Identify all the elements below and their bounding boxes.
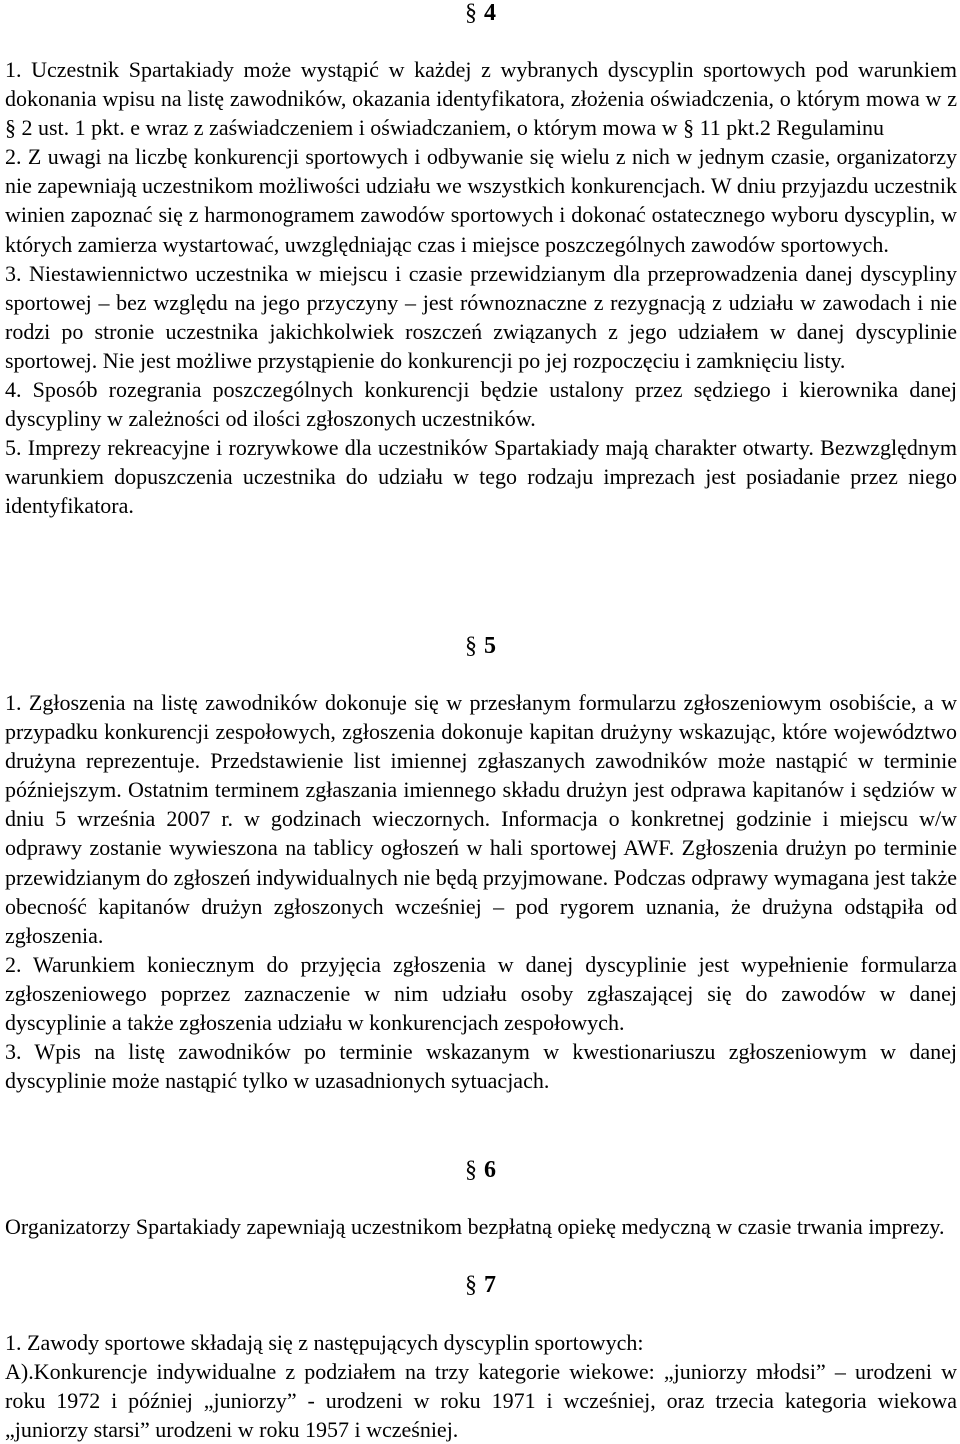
section-symbol: § xyxy=(465,1157,478,1183)
section-heading-6 xyxy=(5,1155,957,1185)
section-heading-4 xyxy=(5,0,957,28)
section-4-paragraph-4: 4. Sposób rozegrania poszczególnych konkurencji będzie ustalony przez sędziego i kierownika danej dyscypliny w zależności od ilości zgłoszonych uczestników. xyxy=(5,377,957,432)
section-7-paragraph-1: 1. Zawody sportowe składają się z następujących dyscyplin sportowych: xyxy=(5,1330,644,1355)
section-symbol: § xyxy=(465,633,478,659)
section-number: 6 xyxy=(484,1157,497,1183)
section-4-paragraph-3: 3. Niestawiennictwo uczestnika w miejscu i czasie przewidzianym dla przeprowadzenia danej dyscypliny sportowej – bez względu na jego przyczyny – jest równoznaczne z rezygnacją z udziału w zawodach i nie rodzi po stronie uczestnika jakichkolwiek roszczeń związanych z jego udziałem w danej dyscyplinie sportowej. Nie jest możliwe przystąpienie do konkurencji po jej rozpoczęciu i zamknięciu listy. xyxy=(5,260,957,373)
section-number: 4 xyxy=(484,0,497,26)
section-number: 5 xyxy=(484,633,497,659)
section-symbol: § xyxy=(465,1272,478,1298)
section-6-paragraph-1: Organizatorzy Spartakiady zapewniają uczestnikom bezpłatną opiekę medyczną w czasie trwania imprezy. xyxy=(5,1214,945,1239)
section-7-paragraph-2: A).Konkurencje indywidualne z podziałem na trzy kategorie wiekowe: „juniorzy młodsi” – urodzeni w roku 1972 i później „juniorzy” - urodzeni w roku 1971 i wcześniej, oraz trzecia kategoria wiekowa „juniorzy starsi” urodzeni w roku 1957 i wcześniej. xyxy=(5,1359,957,1443)
section-5-paragraph-1: 1. Zgłoszenia na listę zawodników dokonuje się w przesłanym formularzu zgłoszeniowym osobiście, a w przypadku konkurencji zespołowych, zgłoszenia dokonuje kapitan drużyny wskazując, które województwo drużyna reprezentuje. Przedstawienie list imiennej zgłaszanych zawodników może nastąpić w terminie późniejszym. Ostatnim terminem zgłaszania imiennego składu drużyn jest odprawa kapitanów i sędziów w dniu 5 września 2007 r. w godzinach wieczornych. Informacja o konkretnej godzinie i miejscu w/w odprawy zostanie wywieszona na tablicy ogłoszeń w hali sportowej AWF. Zgłoszenia drużyn po terminie przewidzianym do zgłoszeń indywidualnych nie będą przyjmowane. Podczas odprawy wymagana jest także obecność kapitanów drużyn zgłoszonych wcześniej – pod rygorem uznania, że drużyna odstąpiła od zgłoszenia. xyxy=(5,690,957,948)
section-number: 7 xyxy=(484,1272,497,1298)
section-body-4 xyxy=(5,55,957,521)
section-4-paragraph-1: 1. Uczestnik Spartakiady może wystąpić w każdej z wybranych dyscyplin sportowych pod warunkiem dokonania wpisu na listę zawodników, okazania identyfikatora, złożenia oświadczenia, o którym mowa w z § 2 ust. 1 pkt. e wraz z zaświadczeniem i oświadczaniem, o którym mowa w § 11 pkt.2 Regulaminu xyxy=(5,57,957,141)
section-5-paragraph-2: 2. Warunkiem koniecznym do przyjęcia zgłoszenia w danej dyscyplinie jest wypełnienie formularza zgłoszeniowego poprzez zaznaczenie w nim udziału osoby zgłaszającej się do zawodów w danej dyscyplinie a także zgłoszenia udziału w konkurencjach zespołowych. xyxy=(5,951,957,1036)
section-body-6 xyxy=(5,1212,957,1241)
section-heading-7 xyxy=(5,1270,957,1300)
section-5-paragraph-3: 3. Wpis na listę zawodników po terminie wskazanym w kwestionariuszu zgłoszeniowym w danej dyscyplinie może nastąpić tylko w uzasadnionych sytuacjach. xyxy=(5,1039,957,1094)
section-4-paragraph-5: 5. Imprezy rekreacyjne i rozrywkowe dla uczestników Spartakiady mają charakter otwarty. Bezwzględnym warunkiem dopuszczenia uczestnika do udziału w tego rodzaju imprezach jest posiadanie przez niego identyfikatora. xyxy=(5,435,957,519)
section-body-7 xyxy=(5,1328,957,1444)
section-symbol: § xyxy=(465,0,478,26)
section-heading-5 xyxy=(5,631,957,661)
section-4-paragraph-2: 2. Z uwagi na liczbę konkurencji sportowych i odbywanie się wielu z nich w jednym czasie, organizatorzy nie zapewniają uczestnikom możliwości udziału we wszystkich konkurencjach. W dniu przyjazdu uczestnik winien zapoznać się z harmonogramem zawodów sportowych i dokonać ostatecznego wyboru dyscyplin, w których zamierza wystartować, uwzględniając czas i miejsce poszczególnych zawodów sportowych. xyxy=(5,144,957,257)
section-body-5 xyxy=(5,688,957,1095)
